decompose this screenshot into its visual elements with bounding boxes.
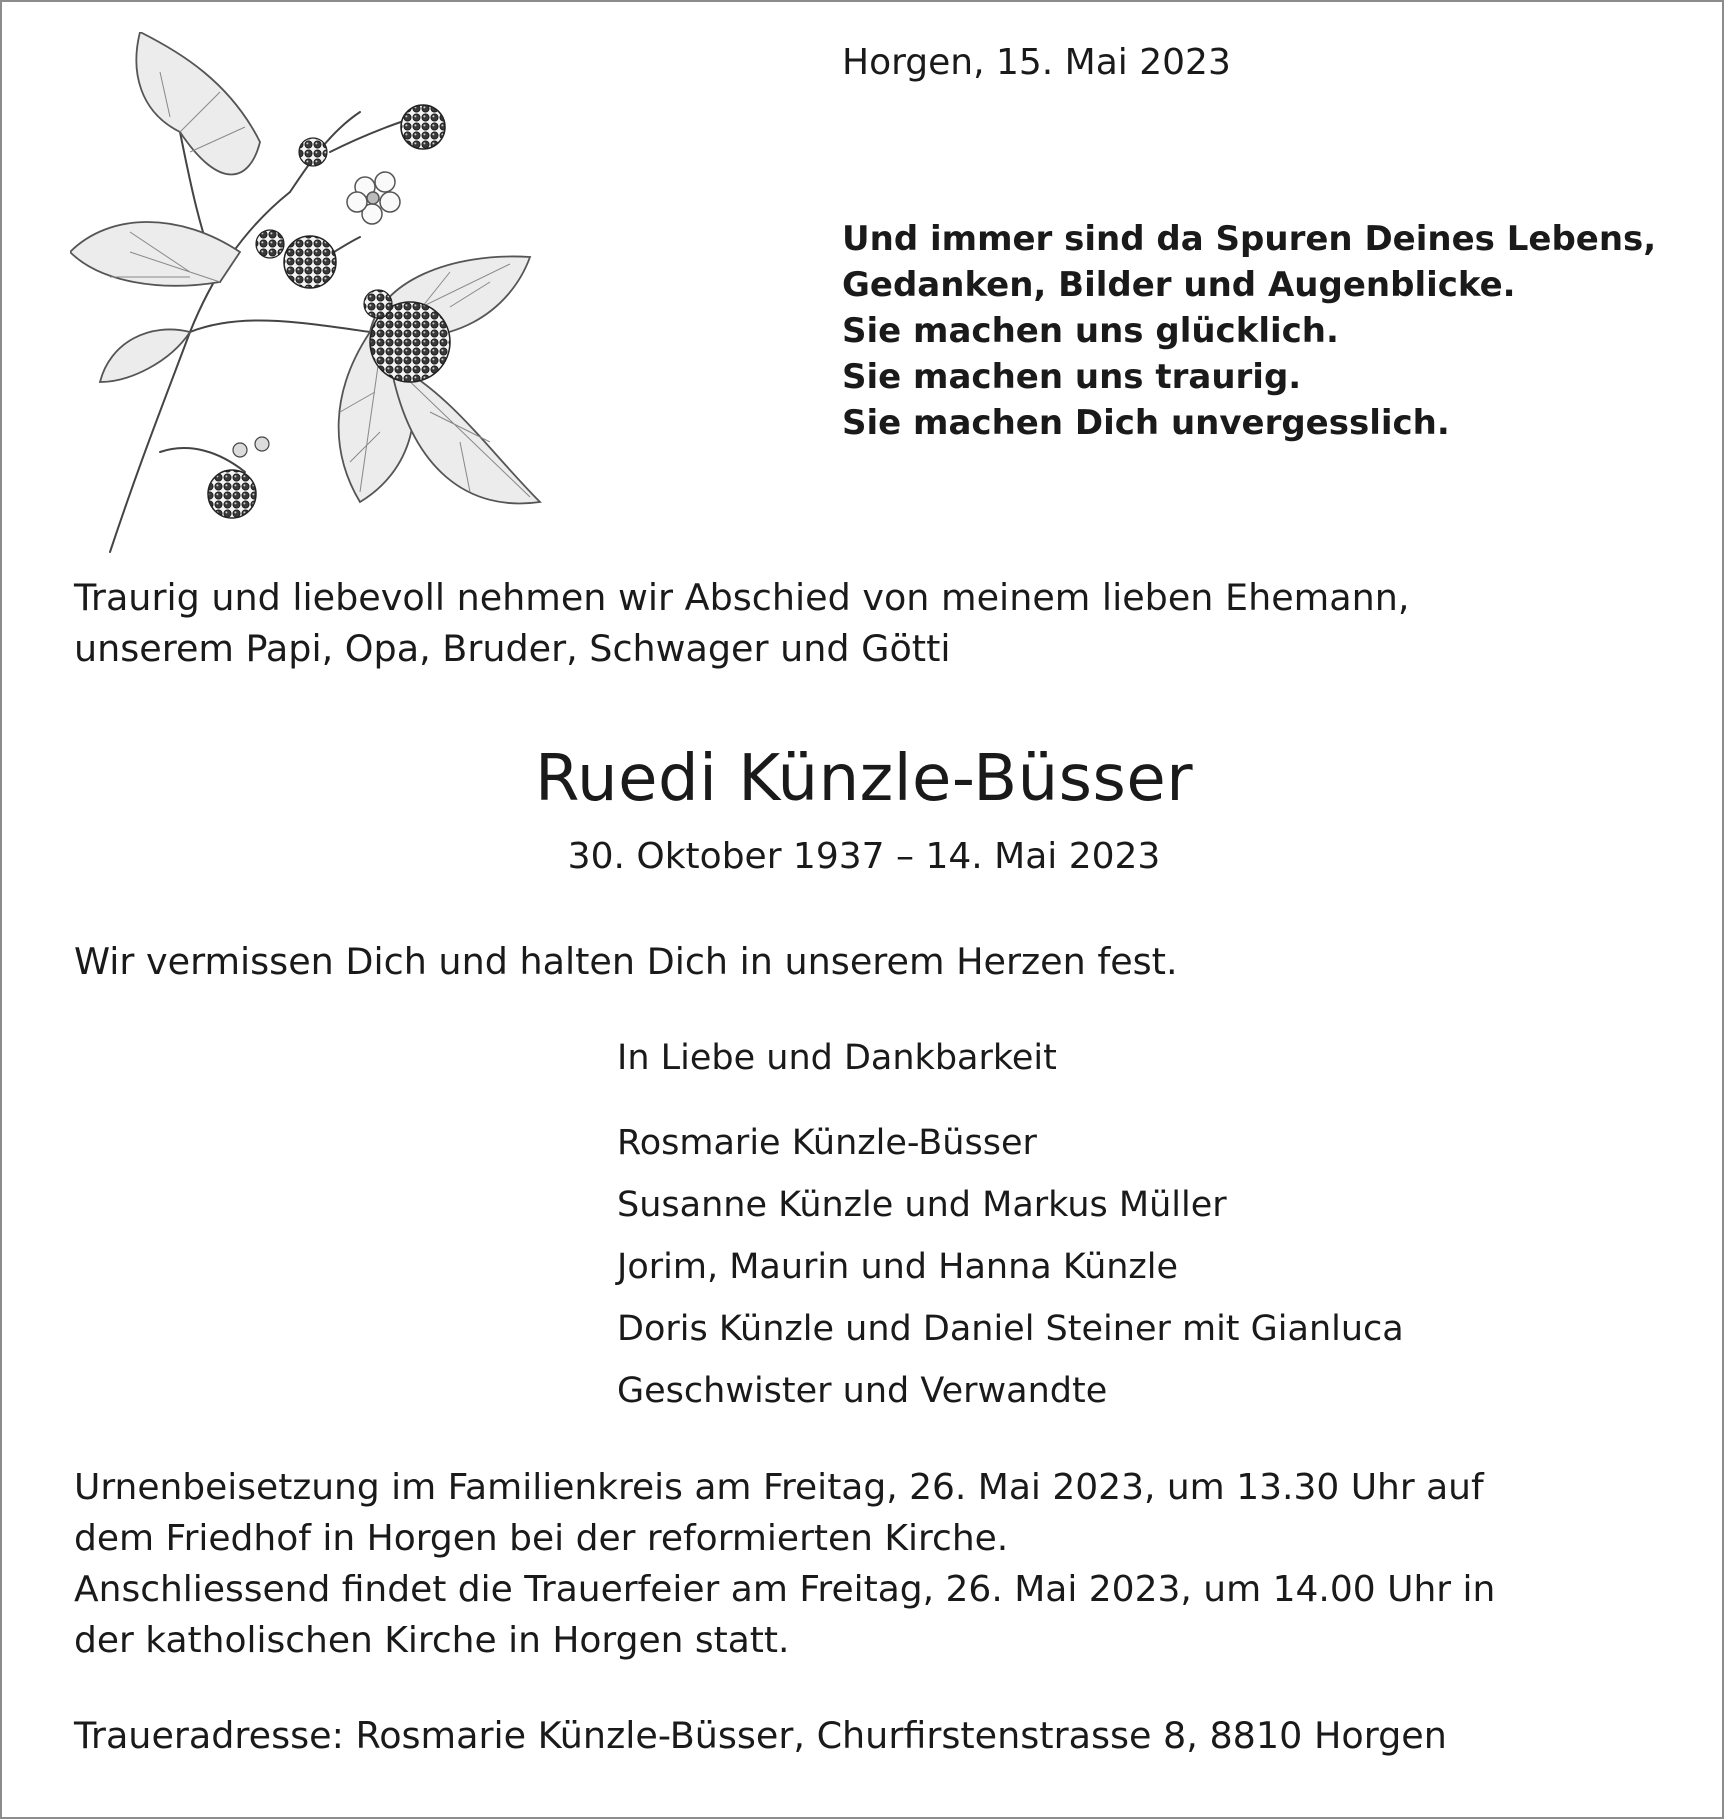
poem-line: Und immer sind da Spuren Deines Lebens, [842, 219, 1657, 259]
life-dates: 30. Oktober 1937 – 14. Mai 2023 [567, 836, 1161, 877]
remembrance-message: Wir vermissen Dich und halten Dich in unserem Herzen fest. [74, 940, 1178, 983]
mourner-name: Geschwister und Verwandte [617, 1371, 1108, 1411]
signoff-heading: In Liebe und Dankbarkeit [617, 1038, 1057, 1078]
poem-line: Sie machen Dich unvergesslich. [842, 403, 1450, 443]
mourner-name: Doris Künzle und Daniel Steiner mit Gianluca [617, 1309, 1404, 1349]
funeral-line: Urnenbeisetzung im Familienkreis am Freitag, 26. Mai 2023, um 13.30 Uhr auf [74, 1467, 1484, 1508]
mourner-name: Susanne Künzle und Markus Müller [617, 1185, 1227, 1225]
intro-line: Traurig und liebevoll nehmen wir Abschied von meinem lieben Ehemann, [74, 576, 1410, 619]
mourners-list [617, 1112, 1404, 1422]
mourning-address: Traueradresse: Rosmarie Künzle-Büsser, Churfirstenstrasse 8, 8810 Horgen [74, 1714, 1447, 1757]
deceased-name: Ruedi Künzle-Büsser [534, 742, 1194, 816]
mourner-name: Rosmarie Künzle-Büsser [617, 1123, 1037, 1163]
funeral-details [74, 1462, 1495, 1666]
poem-line: Sie machen uns traurig. [842, 357, 1302, 397]
intro-line: unserem Papi, Opa, Bruder, Schwager und Götti [74, 627, 951, 670]
poem [842, 216, 1656, 446]
funeral-line: Anschliessend findet die Trauerfeier am Freitag, 26. Mai 2023, um 14.00 Uhr in [74, 1569, 1496, 1610]
place-date: Horgen, 15. Mai 2023 [842, 42, 1231, 83]
funeral-line: der katholischen Kirche in Horgen statt. [74, 1620, 790, 1661]
poem-line: Gedanken, Bilder und Augenblicke. [842, 265, 1516, 305]
intro-text [74, 572, 1409, 674]
funeral-line: dem Friedhof in Horgen bei der reformierten Kirche. [74, 1518, 1009, 1559]
poem-line: Sie machen uns glücklich. [842, 311, 1339, 351]
mourner-name: Jorim, Maurin und Hanna Künzle [617, 1247, 1179, 1287]
raspberry-branch-drawing-icon [70, 32, 615, 554]
